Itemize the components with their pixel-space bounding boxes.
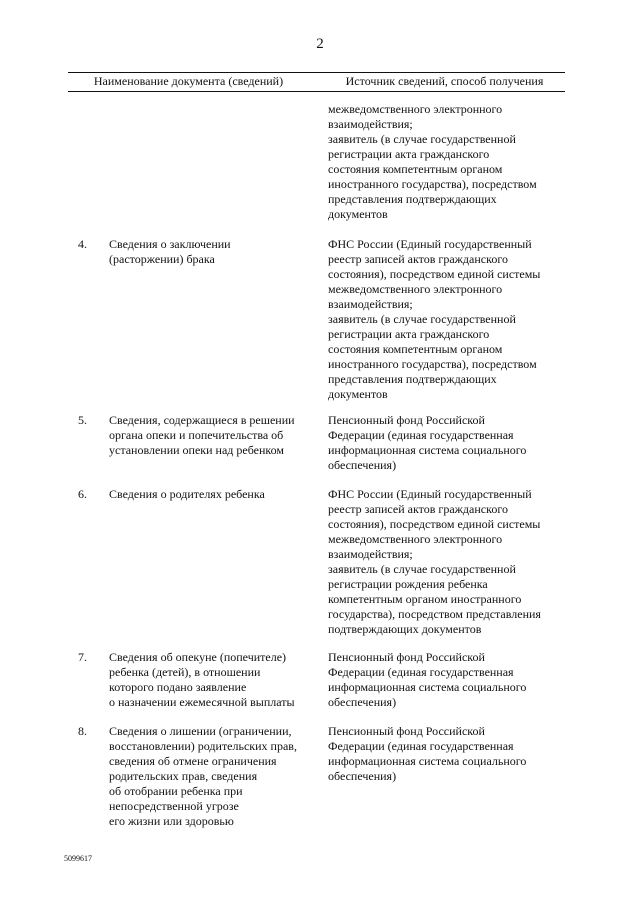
source-line: регистрации рождения ребенка [328, 577, 488, 591]
name-line: сведения об отмене ограничения [109, 754, 277, 768]
source-line: взаимодействия; [328, 547, 413, 561]
source-line: регистрации акта гражданского [328, 327, 490, 341]
source-line: взаимодействия; [328, 297, 413, 311]
source-line: состояния), посредством единой системы [328, 517, 541, 531]
source-line: Федерации (единая государственная [328, 428, 514, 442]
header-document-name: Наименование документа (сведений) [93, 74, 284, 88]
source-line: Пенсионный фонд Российской [328, 413, 485, 427]
source-line: представления подтверждающих [328, 192, 497, 206]
row-number: 5. [78, 413, 87, 427]
name-line: родительских прав, сведения [109, 769, 258, 783]
name-line: Сведения о родителях ребенка [109, 487, 265, 501]
name-line: (расторжении) брака [109, 252, 215, 266]
source-line: состояния), посредством единой системы [328, 267, 541, 281]
source-line: межведомственного электронного [328, 102, 503, 116]
name-line: которого подано заявление [109, 680, 247, 694]
source-line: заявитель (в случае государственной [328, 562, 516, 576]
source-line: обеспечения) [328, 769, 397, 783]
source-line: обеспечения) [328, 695, 397, 709]
name-line: установлении опеки над ребенком [109, 443, 285, 457]
source-line: Пенсионный фонд Российской [328, 724, 485, 738]
name-line: Сведения о заключении [109, 237, 231, 251]
source-line: заявитель (в случае государственной [328, 132, 516, 146]
source-line: информационная система социального [328, 443, 527, 457]
name-line: Сведения об опекуне (попечителе) [109, 650, 287, 664]
source-line: реестр записей актов гражданского [328, 252, 508, 266]
row-document-name [109, 413, 319, 458]
source-line: регистрации акта гражданского [328, 147, 490, 161]
source-line: иностранного государства), посредством [328, 177, 537, 191]
page-number: 2 [316, 36, 324, 52]
source-line: ФНС России (Единый государственный [328, 237, 532, 251]
row-source [328, 650, 568, 710]
header-source: Источник сведений, способ получения [345, 74, 544, 88]
name-line: Сведения, содержащиеся в решении [109, 413, 295, 427]
source-line: иностранного государства), посредством [328, 357, 537, 371]
source-line: государства), посредством представления [328, 607, 541, 621]
name-line: о назначении ежемесячной выплаты [109, 695, 295, 709]
row-document-name [109, 724, 319, 829]
source-line: межведомственного электронного [328, 532, 503, 546]
name-line: восстановлении) родительских прав, [109, 739, 297, 753]
source-line: межведомственного электронного [328, 282, 503, 296]
name-line: его жизни или здоровью [109, 814, 234, 828]
source-line: документов [328, 387, 388, 401]
row-source [328, 413, 568, 473]
row-document-name [109, 650, 319, 710]
source-line: взаимодействия; [328, 117, 413, 131]
row-number: 4. [78, 237, 87, 251]
row-source [328, 237, 568, 402]
source-line: документов [328, 207, 388, 221]
source-line: Пенсионный фонд Российской [328, 650, 485, 664]
source-line: информационная система социального [328, 754, 527, 768]
name-line: ребенка (детей), в отношении [109, 665, 261, 679]
name-line: органа опеки и попечительства об [109, 428, 284, 442]
source-line: заявитель (в случае государственной [328, 312, 516, 326]
source-line: Федерации (единая государственная [328, 739, 514, 753]
row-number: 8. [78, 724, 87, 738]
row-source [328, 487, 568, 637]
table-header [68, 72, 565, 92]
source-line: обеспечения) [328, 458, 397, 472]
source-line: компетентным органом иностранного [328, 592, 522, 606]
row-number: 6. [78, 487, 87, 501]
source-line: ФНС России (Единый государственный [328, 487, 532, 501]
document-code: 5099617 [64, 854, 92, 863]
row-document-name [109, 237, 319, 267]
source-line: состояния компетентным органом [328, 342, 503, 356]
row-document-name [109, 487, 319, 502]
source-line: информационная система социального [328, 680, 527, 694]
name-line: об отобрании ребенка при [109, 784, 243, 798]
name-line: непосредственной угрозе [109, 799, 239, 813]
row-source [328, 724, 568, 784]
continuation-source [328, 102, 568, 222]
row-number: 7. [78, 650, 87, 664]
source-line: подтверждающих документов [328, 622, 482, 636]
source-line: реестр записей актов гражданского [328, 502, 508, 516]
source-line: состояния компетентным органом [328, 162, 503, 176]
source-line: Федерации (единая государственная [328, 665, 514, 679]
name-line: Сведения о лишении (ограничении, [109, 724, 292, 738]
source-line: представления подтверждающих [328, 372, 497, 386]
